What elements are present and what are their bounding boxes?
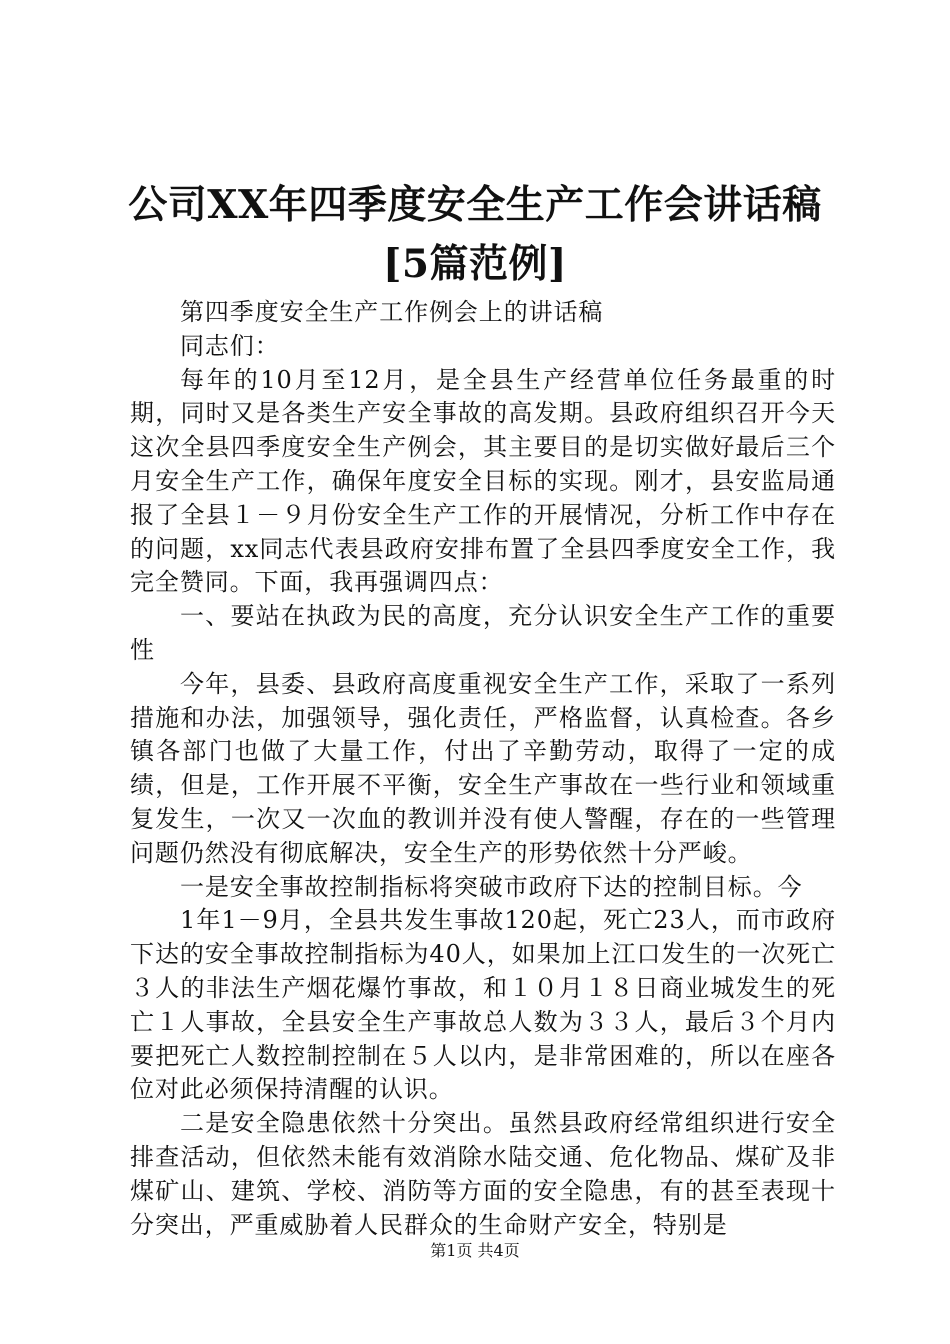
document-title: 公司XX年四季度安全生产工作会讲话稿[5篇范例] <box>128 182 822 287</box>
body-paragraph: 1年1－9月，全县共发生事故120起，死亡23人，而市政府下达的安全事故控制指标为40人，如果加上江口发生的一次死亡３人的非法生产烟花爆竹事故，和１０月１８日商业城发生的死亡１人事故，全县安全生产事故总人数为３３人，最后３个月内要把死亡人数控制控制在５人以内，是非常困难的，所以在座各位对此必须保持清醒的认识。 <box>130 906 836 1104</box>
salutation-paragraph: 同志们： <box>180 331 280 360</box>
section-heading: 一、要站在执政为民的高度，充分认识安全生产工作的重要性 <box>130 602 836 664</box>
body-paragraph: 一是安全事故控制指标将突破市政府下达的控制目标。今 <box>180 872 803 901</box>
subtitle-paragraph: 第四季度安全生产工作例会上的讲话稿 <box>180 298 604 326</box>
page-footer: 第1页 共4页 <box>430 1241 520 1260</box>
document-body <box>130 296 836 1242</box>
body-paragraph: 二是安全隐患依然十分突出。虽然县政府经常组织进行安全排查活动，但依然未能有效消除水陆交通、危化物品、煤矿及非煤矿山、建筑、学校、消防等方面的安全隐患，有的甚至表现十分突出，严重威胁着人民群众的生命财产安全，特别是 <box>130 1109 836 1239</box>
body-paragraph: 每年的10月至12月，是全县生产经营单位任务最重的时期，同时又是各类生产安全事故的高发期。县政府组织召开今天这次全县四季度安全生产例会，其主要目的是切实做好最后三个月安全生产工作，确保年度安全目标的实现。刚才，县安监局通报了全县１－９月份安全生产工作的开展情况，分析工作中存在的问题，xx同志代表县政府安排布置了全县四季度安全工作，我完全赞同。下面，我再强调四点： <box>130 365 836 597</box>
body-paragraph: 今年，县委、县政府高度重视安全生产工作，采取了一系列措施和办法，加强领导，强化责任，严格监督，认真检查。各乡镇各部门也做了大量工作，付出了辛勤劳动，取得了一定的成绩，但是，工作开展不平衡，安全生产事故在一些行业和领域重复发生，一次又一次血的教训并没有使人警醒，存在的一些管理问题仍然没有彻底解决，安全生产的形势依然十分严峻。 <box>130 669 836 867</box>
